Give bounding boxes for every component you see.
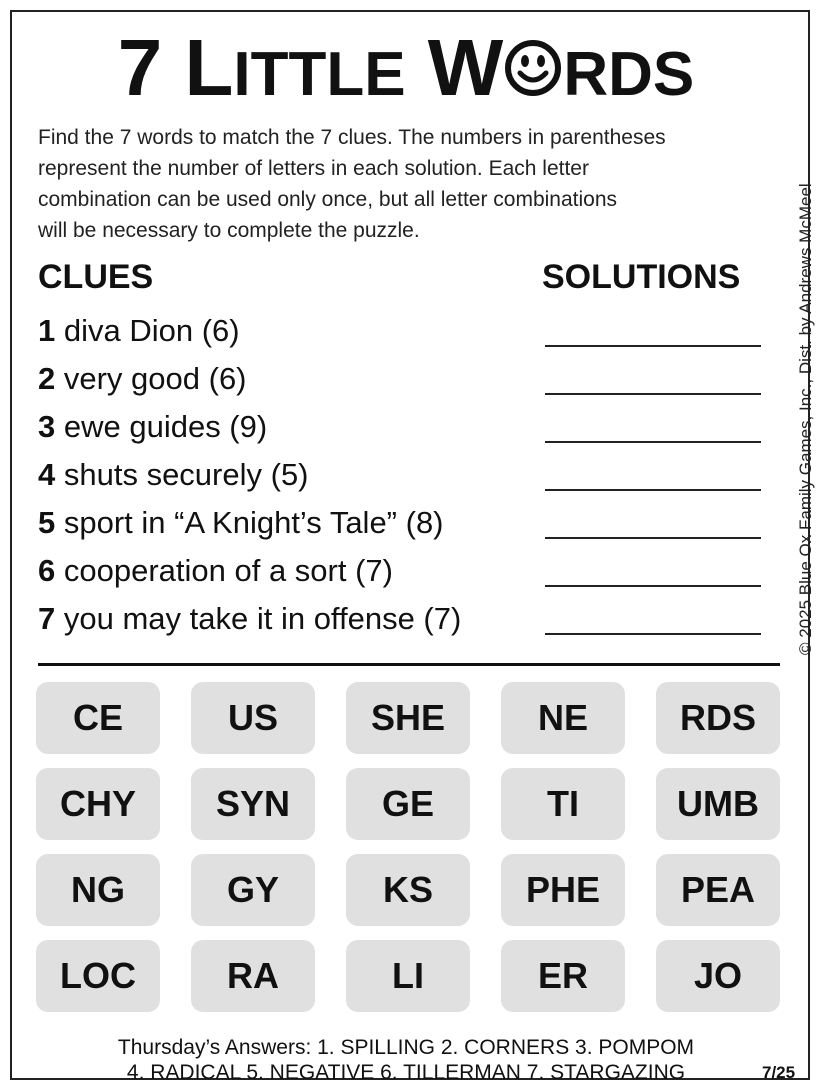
letter-tile[interactable]: LI xyxy=(346,940,470,1012)
clue-number: 7 xyxy=(38,601,56,636)
clue-text: you may take it in offense (7) xyxy=(55,601,462,636)
letter-tile[interactable]: RDS xyxy=(656,682,780,754)
letter-tile[interactable]: CE xyxy=(36,682,160,754)
instructions xyxy=(38,122,788,246)
clue-4 xyxy=(38,457,309,493)
letter-tile[interactable]: SYN xyxy=(191,768,315,840)
title-part-2: ITTLE xyxy=(233,40,406,109)
solution-line-2[interactable] xyxy=(545,393,761,395)
clues-heading: CLUES xyxy=(38,258,154,296)
title-part-4: RDS xyxy=(563,40,695,109)
smiley-face-icon xyxy=(504,39,562,97)
letter-tile[interactable]: TI xyxy=(501,768,625,840)
instructions-line: Find the 7 words to match the 7 clues. The numbers in parentheses xyxy=(38,126,666,149)
clue-text: shuts securely (5) xyxy=(55,457,309,492)
instructions-line: will be necessary to complete the puzzle. xyxy=(38,219,420,242)
clue-text: very good (6) xyxy=(55,361,247,396)
letter-tile[interactable]: LOC xyxy=(36,940,160,1012)
copyright-credit: © 2025 Blue Ox Family Games, Inc., Dist. by Andrews McMeel xyxy=(796,183,815,655)
letter-tile[interactable]: SHE xyxy=(346,682,470,754)
title-part-3: W xyxy=(405,23,504,112)
answers-line: Thursday’s Answers: 1. SPILLING 2. CORNERS 3. POMPOM xyxy=(117,1036,695,1059)
letter-tile[interactable]: US xyxy=(191,682,315,754)
letter-tile[interactable]: JO xyxy=(656,940,780,1012)
section-divider xyxy=(38,663,780,666)
letter-tile[interactable]: GY xyxy=(191,854,315,926)
puzzle-title xyxy=(0,23,812,112)
letter-tile[interactable]: NG xyxy=(36,854,160,926)
clue-text: cooperation of a sort (7) xyxy=(55,553,393,588)
letter-tile[interactable]: KS xyxy=(346,854,470,926)
letter-tile[interactable]: CHY xyxy=(36,768,160,840)
clue-text: diva Dion (6) xyxy=(55,313,240,348)
clue-number: 3 xyxy=(38,409,56,444)
solution-line-7[interactable] xyxy=(545,633,761,635)
instructions-line: combination can be used only once, but all letter combinations xyxy=(38,188,618,211)
previous-answers xyxy=(0,1035,812,1085)
solution-line-4[interactable] xyxy=(545,489,761,491)
clue-3 xyxy=(38,409,267,445)
letter-tile[interactable]: NE xyxy=(501,682,625,754)
letter-tile[interactable]: ER xyxy=(501,940,625,1012)
solution-line-1[interactable] xyxy=(545,345,761,347)
clue-text: ewe guides (9) xyxy=(55,409,268,444)
clue-5 xyxy=(38,505,444,541)
puzzle-date: 7/25 xyxy=(762,1063,796,1082)
solutions-heading: SOLUTIONS xyxy=(542,258,741,296)
clue-2 xyxy=(38,361,247,397)
clue-number: 2 xyxy=(38,361,56,396)
clue-number: 4 xyxy=(38,457,56,492)
clue-6 xyxy=(38,553,393,589)
clue-number: 1 xyxy=(38,313,56,348)
letter-tile[interactable]: PEA xyxy=(656,854,780,926)
clue-7 xyxy=(38,601,461,637)
solution-line-5[interactable] xyxy=(545,537,761,539)
clue-number: 6 xyxy=(38,553,56,588)
letter-tile[interactable]: PHE xyxy=(501,854,625,926)
letter-tile[interactable]: GE xyxy=(346,768,470,840)
letter-tile[interactable]: RA xyxy=(191,940,315,1012)
title-part-1: 7 L xyxy=(117,23,234,112)
clue-text: sport in “A Knight’s Tale” (8) xyxy=(55,505,444,540)
solution-line-6[interactable] xyxy=(545,585,761,587)
clue-1 xyxy=(38,313,240,349)
letter-tile[interactable]: UMB xyxy=(656,768,780,840)
clue-number: 5 xyxy=(38,505,56,540)
instructions-line: represent the number of letters in each solution. Each letter xyxy=(38,157,589,180)
solution-line-3[interactable] xyxy=(545,441,761,443)
answers-line: 4. RADICAL 5. NEGATIVE 6. TILLERMAN 7. STARGAZING xyxy=(126,1061,686,1084)
